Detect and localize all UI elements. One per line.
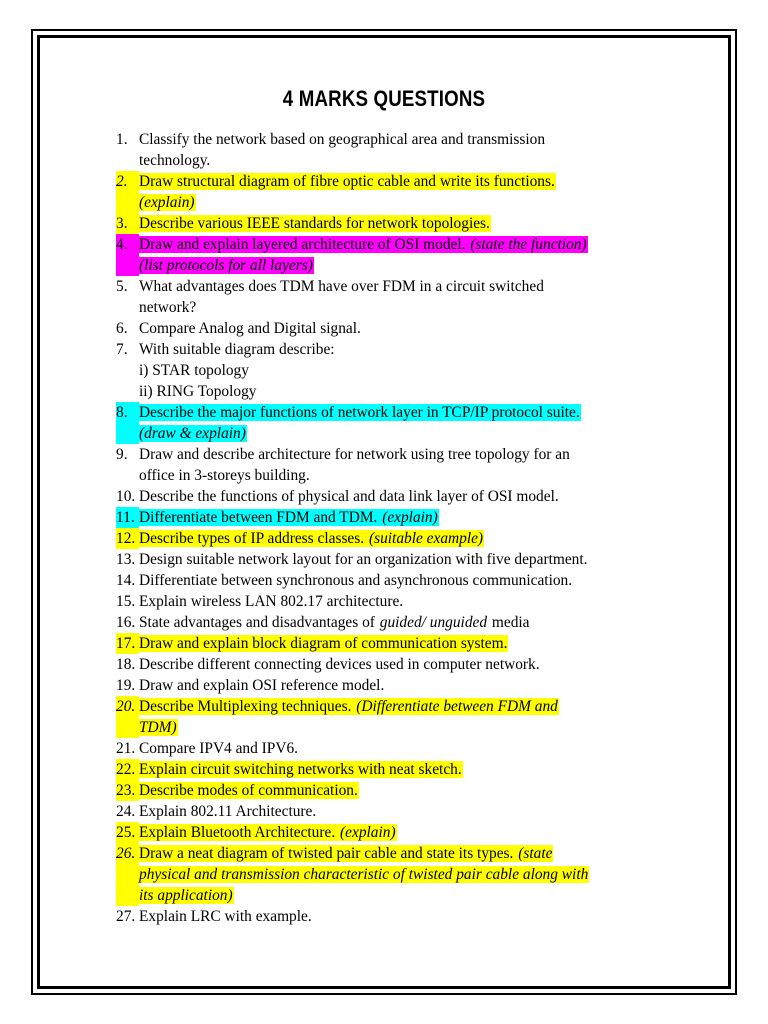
highlighted-text: (list protocols for all layers) (139, 257, 313, 274)
question-number: 18. (116, 656, 136, 673)
question-item (116, 906, 676, 927)
highlighted-text: Describe the major functions of network layer in TCP/IP protocol suite. (139, 404, 580, 421)
question-item (116, 675, 676, 696)
question-text (139, 129, 676, 171)
highlighted-text: Explain Bluetooth Architecture. (139, 824, 340, 841)
highlighted-text: its application) (139, 887, 233, 904)
highlighted-text: Draw a neat diagram of twisted pair cable and state its types. (139, 845, 518, 862)
page-title: 4 MARKS QUESTIONS (282, 86, 486, 111)
highlighted-text: Differentiate between FDM and TDM. (139, 509, 382, 526)
question-item (116, 759, 676, 780)
question-item (116, 402, 676, 444)
highlighted-text: (explain) (382, 509, 438, 526)
question-text (139, 906, 676, 927)
question-number: 4. (116, 234, 139, 276)
question-number: 5. (116, 278, 128, 295)
question-text (139, 675, 676, 696)
highlighted-text: Describe Multiplexing techniques. (139, 698, 356, 715)
question-number: 10. (116, 488, 136, 505)
text-segment: What advantages does TDM have over FDM in a circuit switched (139, 278, 544, 295)
question-list (116, 129, 676, 927)
question-text (139, 507, 676, 528)
question-number: 16. (116, 614, 136, 631)
highlighted-text: (Differentiate between FDM and (356, 698, 558, 715)
question-text (139, 591, 676, 612)
question-number: 23. (116, 780, 139, 801)
question-item (116, 213, 676, 234)
text-segment: With suitable diagram describe: (139, 341, 335, 358)
question-item (116, 276, 676, 318)
text-segment: i) STAR topology (139, 362, 249, 379)
question-number: 22. (116, 759, 139, 780)
question-item (116, 528, 676, 549)
question-number: 11. (116, 507, 139, 528)
text-segment: Differentiate between synchronous and asynchronous communication. (139, 572, 573, 589)
question-item (116, 486, 676, 507)
text-segment: network? (139, 299, 197, 316)
text-segment: Describe the functions of physical and data link layer of OSI model. (139, 488, 559, 505)
highlighted-text: (explain) (139, 194, 195, 211)
question-number: 9. (116, 446, 128, 463)
question-item (116, 633, 676, 654)
question-text (139, 276, 676, 318)
question-item (116, 612, 676, 633)
question-text (139, 738, 676, 759)
text-segment: Explain LRC with example. (139, 908, 312, 925)
question-number: 7. (116, 341, 128, 358)
question-item (116, 444, 676, 486)
question-text (139, 843, 676, 906)
text-segment: technology. (139, 152, 211, 169)
highlighted-text: Explain circuit switching networks with neat sketch. (139, 761, 462, 778)
question-number: 13. (116, 551, 136, 568)
question-text (139, 759, 676, 780)
question-item (116, 738, 676, 759)
highlighted-text: Draw and explain layered architecture of OSI model. (139, 236, 470, 253)
highlighted-text: Draw structural diagram of fibre optic cable and write its functions. (139, 173, 555, 190)
highlighted-text: Describe modes of communication. (139, 782, 358, 799)
text-segment: ii) RING Topology (139, 383, 257, 400)
text-segment: Explain wireless LAN 802.17 architecture. (139, 593, 404, 610)
question-item (116, 549, 676, 570)
question-item (116, 654, 676, 675)
question-item (116, 234, 676, 276)
question-item (116, 822, 676, 843)
question-number: 20. (116, 696, 139, 738)
question-text (139, 486, 676, 507)
question-number: 27. (116, 908, 136, 925)
highlighted-text: (draw & explain) (139, 425, 246, 442)
question-number: 1. (116, 131, 128, 148)
question-text (139, 612, 676, 633)
text-segment: Draw and describe architecture for network using tree topology for an (139, 446, 570, 463)
question-number: 17. (116, 633, 139, 654)
text-segment: Describe different connecting devices used in computer network. (139, 656, 540, 673)
question-text (139, 570, 676, 591)
text-segment: office in 3-storeys building. (139, 467, 310, 484)
question-item (116, 507, 676, 528)
question-number: 3. (116, 213, 139, 234)
question-item (116, 318, 676, 339)
highlighted-text: Describe types of IP address classes. (139, 530, 368, 547)
question-text (139, 318, 676, 339)
question-number: 14. (116, 572, 136, 589)
question-item (116, 570, 676, 591)
question-text (139, 696, 676, 738)
highlighted-text: (explain) (340, 824, 396, 841)
highlighted-text: Draw and explain block diagram of communication system. (139, 635, 508, 652)
question-number: 2. (116, 171, 139, 213)
question-number: 19. (116, 677, 136, 694)
text-segment: Compare IPV4 and IPV6. (139, 740, 299, 757)
text-segment: Explain 802.11 Architecture. (139, 803, 317, 820)
text-segment: media (488, 614, 530, 631)
question-text (139, 549, 676, 570)
highlighted-text: (state (518, 845, 553, 862)
question-number: 12. (116, 528, 139, 549)
question-text (139, 822, 676, 843)
highlighted-text: physical and transmission characteristic of twisted pair cable along with (139, 866, 589, 883)
text-segment: guided/ unguided (379, 614, 488, 631)
question-text (139, 402, 676, 444)
text-segment: State advantages and disadvantages of (139, 614, 379, 631)
question-text (139, 444, 676, 486)
question-number: 8. (116, 402, 139, 444)
question-text (139, 213, 676, 234)
question-item (116, 696, 676, 738)
highlighted-text: (suitable example) (368, 530, 484, 547)
text-segment: Compare Analog and Digital signal. (139, 320, 361, 337)
question-item (116, 129, 676, 171)
question-number: 25. (116, 822, 139, 843)
question-text (139, 633, 676, 654)
question-number: 21. (116, 740, 136, 757)
question-text (139, 654, 676, 675)
question-item (116, 843, 676, 906)
question-text (139, 528, 676, 549)
question-item (116, 339, 676, 402)
highlighted-text: (state the function) (470, 236, 587, 253)
text-segment: Design suitable network layout for an organization with five department. (139, 551, 588, 568)
question-item (116, 171, 676, 213)
text-segment: Draw and explain OSI reference model. (139, 677, 385, 694)
question-text (139, 780, 676, 801)
question-number: 24. (116, 803, 136, 820)
question-item (116, 801, 676, 822)
highlighted-text: Describe various IEEE standards for network topologies. (139, 215, 490, 232)
question-number: 26. (116, 843, 139, 906)
question-text (139, 801, 676, 822)
question-item (116, 591, 676, 612)
question-text (139, 171, 676, 213)
text-segment: Classify the network based on geographical area and transmission (139, 131, 546, 148)
question-text (139, 234, 676, 276)
highlighted-text: TDM) (139, 719, 177, 736)
question-item (116, 780, 676, 801)
question-number: 15. (116, 593, 136, 610)
question-text (139, 339, 676, 402)
question-number: 6. (116, 320, 128, 337)
